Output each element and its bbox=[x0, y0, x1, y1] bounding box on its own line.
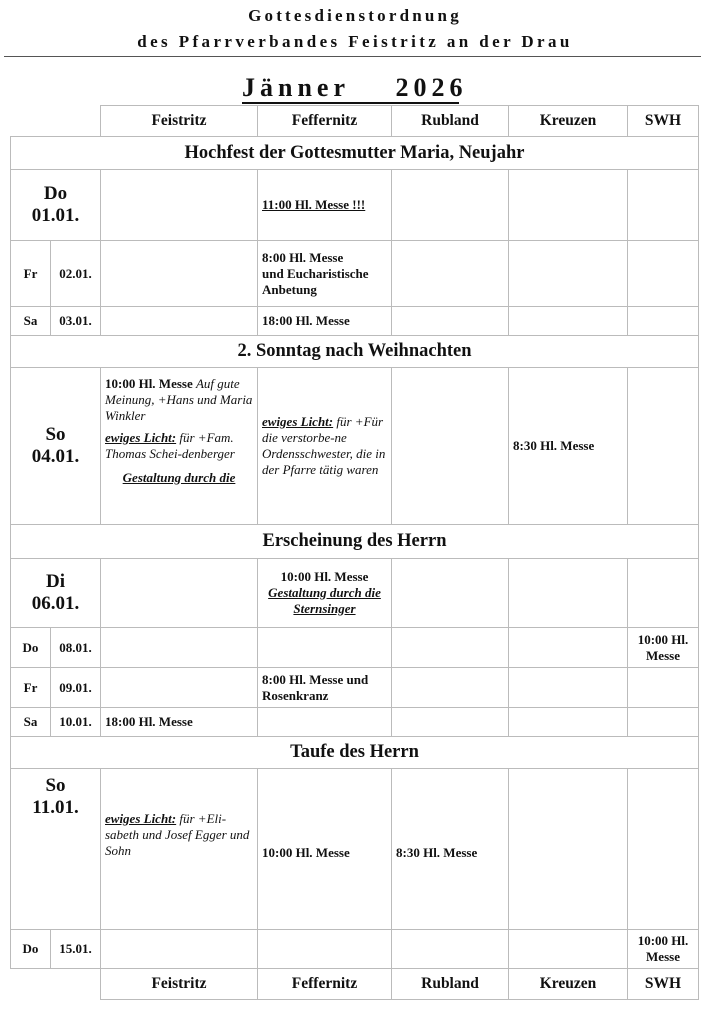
mass-intention: Auf gute Meinung, +Hans und Maria Winkler bbox=[105, 376, 253, 423]
day-cell bbox=[10, 367, 101, 525]
slot-kreuzen bbox=[508, 240, 628, 307]
eternal-light-entry bbox=[262, 414, 387, 478]
slot-feffernitz bbox=[257, 367, 392, 525]
service-entry: 8:30 Hl. Messe bbox=[396, 845, 478, 860]
feast-banner: Erscheinung des Herrn bbox=[10, 524, 699, 559]
eternal-light-label: ewiges Licht: bbox=[105, 811, 177, 826]
slot-feffernitz bbox=[257, 768, 392, 930]
slot-rubland bbox=[391, 367, 509, 525]
slot-feistritz bbox=[100, 929, 258, 969]
eternal-light-entry bbox=[105, 430, 253, 462]
date: 11.01. bbox=[32, 797, 79, 818]
slot-feistritz bbox=[100, 558, 258, 628]
eternal-light-text: für +Eli-sabeth und Josef Egger und Sohn bbox=[105, 811, 250, 858]
service-entry: 8:00 Hl. Messe und Eucharistische Anbetung bbox=[262, 249, 369, 297]
slot-feffernitz bbox=[257, 667, 392, 708]
weekday: Do bbox=[43, 183, 68, 204]
date: 09.01. bbox=[50, 667, 101, 708]
col-header-feffernitz: Feffernitz bbox=[257, 105, 392, 137]
slot-feistritz bbox=[100, 306, 258, 336]
service-entry: 18:00 Hl. Messe bbox=[262, 313, 350, 328]
slot-rubland bbox=[391, 768, 509, 930]
slot-swh bbox=[627, 929, 699, 969]
slot-swh bbox=[627, 627, 699, 668]
col-footer-feistritz: Feistritz bbox=[100, 968, 258, 1000]
col-header-feistritz: Feistritz bbox=[100, 105, 258, 137]
slot-feffernitz bbox=[257, 306, 392, 336]
service-time: 10:00 Hl. Messe bbox=[105, 376, 193, 391]
month-heading: Jänner 2026 bbox=[242, 73, 468, 102]
slot-feistritz bbox=[100, 667, 258, 708]
date: 08.01. bbox=[50, 627, 101, 668]
col-header-kreuzen: Kreuzen bbox=[508, 105, 628, 137]
slot-rubland bbox=[391, 929, 509, 969]
slot-kreuzen bbox=[508, 667, 628, 708]
slot-swh bbox=[627, 240, 699, 307]
weekday: Sa bbox=[10, 707, 51, 737]
slot-feffernitz bbox=[257, 169, 392, 241]
weekday: So bbox=[45, 775, 66, 796]
service-entry: 10:00 Hl. Messe bbox=[637, 631, 689, 663]
slot-feffernitz bbox=[257, 627, 392, 668]
feast-banner: Taufe des Herrn bbox=[10, 736, 699, 769]
slot-feffernitz bbox=[257, 558, 392, 628]
document-subtitle: des Pfarrverbandes Feistritz an der Drau bbox=[137, 32, 573, 51]
date: 03.01. bbox=[50, 306, 101, 336]
slot-kreuzen bbox=[508, 929, 628, 969]
weekday: Di bbox=[46, 571, 65, 592]
service-entry: 8:00 Hl. Messe und Rosenkranz bbox=[262, 671, 369, 703]
eternal-light-text: für +Für die verstorbe-ne Ordensschwester, die in der Pfarre tätig waren bbox=[262, 414, 386, 477]
slot-feistritz bbox=[100, 707, 258, 737]
slot-feistritz bbox=[100, 627, 258, 668]
weekday: Do bbox=[10, 627, 51, 668]
slot-feistritz bbox=[100, 169, 258, 241]
slot-kreuzen bbox=[508, 306, 628, 336]
col-footer-kreuzen: Kreuzen bbox=[508, 968, 628, 1000]
service-entry: 10:00 Hl. Messe bbox=[637, 933, 689, 964]
slot-rubland bbox=[391, 627, 509, 668]
slot-rubland bbox=[391, 558, 509, 628]
slot-swh bbox=[627, 707, 699, 737]
header-rule bbox=[4, 56, 701, 57]
service-entry: 11:00 Hl. Messe !!! bbox=[262, 197, 366, 212]
day-cell bbox=[10, 169, 101, 241]
slot-rubland bbox=[391, 169, 509, 241]
slot-feistritz bbox=[100, 367, 258, 525]
weekday: Do bbox=[10, 929, 51, 969]
date: 02.01. bbox=[50, 240, 101, 307]
date: 15.01. bbox=[50, 929, 101, 969]
service-design-note: Gestaltung durch die Sternsinger bbox=[268, 585, 381, 616]
date: 06.01. bbox=[31, 593, 80, 614]
date: 10.01. bbox=[50, 707, 101, 737]
col-footer-feffernitz: Feffernitz bbox=[257, 968, 392, 1000]
slot-rubland bbox=[391, 240, 509, 307]
service-entry: 10:00 Hl. Messe bbox=[262, 845, 350, 860]
document-title: Gottesdienstordnung bbox=[248, 6, 462, 25]
slot-swh bbox=[627, 667, 699, 708]
feast-banner: 2. Sonntag nach Weihnachten bbox=[10, 335, 699, 368]
date: 01.01. bbox=[31, 205, 80, 226]
slot-kreuzen bbox=[508, 169, 628, 241]
slot-kreuzen bbox=[508, 627, 628, 668]
eternal-light-label: ewiges Licht: bbox=[262, 414, 334, 429]
service-entry: 18:00 Hl. Messe bbox=[105, 714, 193, 729]
slot-swh bbox=[627, 169, 699, 241]
slot-feffernitz bbox=[257, 240, 392, 307]
slot-swh bbox=[627, 558, 699, 628]
date: 04.01. bbox=[31, 446, 80, 467]
eternal-light-label: ewiges Licht: bbox=[105, 430, 177, 445]
slot-feffernitz bbox=[257, 929, 392, 969]
col-header-rubland: Rubland bbox=[391, 105, 509, 137]
eternal-light-text: für +Fam. Thomas Schei-denberger bbox=[105, 430, 235, 461]
service-entry bbox=[105, 376, 253, 424]
slot-kreuzen bbox=[508, 558, 628, 628]
slot-swh bbox=[627, 306, 699, 336]
col-header-swh: SWH bbox=[627, 105, 699, 137]
slot-rubland bbox=[391, 306, 509, 336]
col-footer-rubland: Rubland bbox=[391, 968, 509, 1000]
slot-feistritz bbox=[100, 768, 258, 930]
slot-feistritz bbox=[100, 240, 258, 307]
slot-feffernitz bbox=[257, 707, 392, 737]
service-entry: 8:30 Hl. Messe bbox=[513, 438, 595, 453]
feast-banner: Hochfest der Gottesmutter Maria, Neujahr bbox=[10, 136, 699, 170]
slot-rubland bbox=[391, 707, 509, 737]
weekday: So bbox=[45, 424, 66, 445]
weekday: Fr bbox=[10, 667, 51, 708]
slot-kreuzen bbox=[508, 768, 628, 930]
slot-rubland bbox=[391, 667, 509, 708]
service-design-note: Gestaltung durch die bbox=[122, 470, 236, 485]
weekday: Fr bbox=[10, 240, 51, 307]
slot-swh bbox=[627, 768, 699, 930]
slot-swh bbox=[627, 367, 699, 525]
slot-kreuzen bbox=[508, 707, 628, 737]
day-cell bbox=[10, 558, 101, 628]
weekday: Sa bbox=[10, 306, 51, 336]
service-entry: 10:00 Hl. Messe bbox=[280, 569, 369, 584]
day-cell bbox=[10, 768, 101, 930]
slot-kreuzen bbox=[508, 367, 628, 525]
eternal-light-entry bbox=[105, 811, 253, 859]
col-footer-swh: SWH bbox=[627, 968, 699, 1000]
